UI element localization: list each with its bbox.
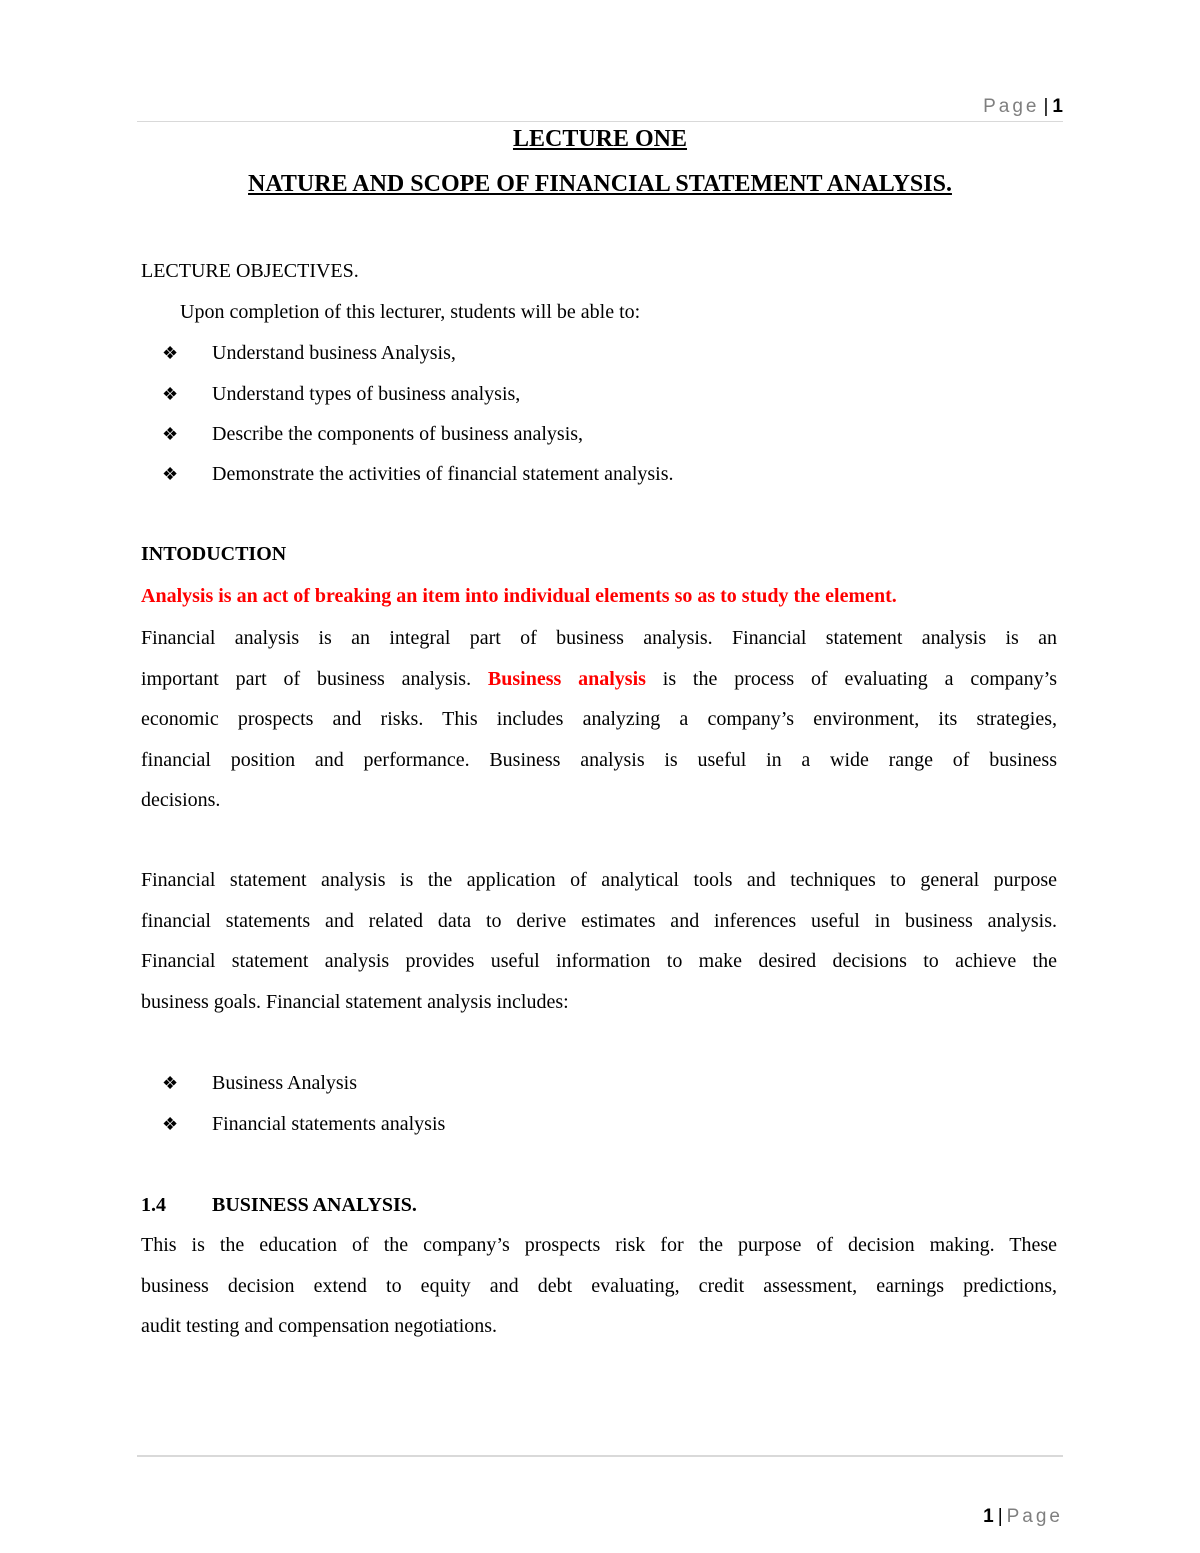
diamond-bullet-icon: ❖ — [162, 1114, 179, 1134]
header-number: 1 — [1052, 96, 1063, 117]
objective-item — [162, 342, 456, 365]
intro-paragraph-2 — [141, 860, 1057, 1022]
includes-item — [162, 1113, 445, 1136]
objectives-heading: LECTURE OBJECTIVES. — [141, 260, 359, 282]
header-page-word: Page — [983, 96, 1040, 117]
introduction-heading: INTODUCTION — [141, 543, 287, 565]
paragraph-line: Financial analysis is an integral part of business analysis. Financial statement analysis is an — [141, 627, 1057, 649]
paragraph-line: financial statements and related data to derive estimates and inferences useful in business analysis. — [141, 909, 1057, 932]
intro-paragraph-1 — [141, 618, 1057, 821]
diamond-bullet-icon: ❖ — [162, 1073, 179, 1093]
paragraph-line: This is the education of the company’s prospects risk for the purpose of decision making. These — [141, 1234, 1057, 1256]
paragraph-line: economic prospects and risks. This includes analyzing a company’s environment, its strategies, — [141, 708, 1057, 731]
business-analysis-paragraph — [141, 1225, 1057, 1347]
section-heading: BUSINESS ANALYSIS. — [212, 1194, 417, 1216]
includes-item — [162, 1072, 357, 1095]
footer-number: 1 — [983, 1506, 994, 1527]
diamond-bullet-icon: ❖ — [162, 343, 179, 363]
objective-text: Describe the components of business analysis, — [212, 423, 584, 445]
paragraph-line — [141, 659, 1057, 700]
section-number: 1.4 — [141, 1194, 166, 1216]
paragraph-line: business decision extend to equity and debt evaluating, credit assessment, earnings predictions, — [141, 1274, 1057, 1297]
line-text: is the process of evaluating a company’s — [645, 667, 1058, 690]
lecture-title: LECTURE ONE — [512, 126, 688, 152]
topic-title: NATURE AND SCOPE OF FINANCIAL STATEMENT ANALYSIS. — [248, 171, 952, 197]
paragraph-line: decisions. — [141, 789, 221, 812]
includes-text: Financial statements analysis — [212, 1113, 446, 1135]
includes-text: Business Analysis — [212, 1072, 358, 1094]
business-analysis-term: Business analysis — [487, 667, 646, 690]
objective-text: Demonstrate the activities of financial statement analysis. — [212, 463, 674, 485]
footer-page-number — [983, 1506, 1063, 1528]
footer-rule — [137, 1455, 1063, 1457]
objective-text: Understand business Analysis, — [212, 342, 456, 364]
header-separator: | — [1043, 96, 1049, 117]
paragraph-line: Financial statement analysis provides useful information to make desired decisions to achieve the — [141, 950, 1057, 973]
diamond-bullet-icon: ❖ — [162, 424, 179, 444]
paragraph-line: Financial statement analysis is the application of analytical tools and techniques to general purpose — [141, 869, 1057, 891]
diamond-bullet-icon: ❖ — [162, 464, 179, 484]
paragraph-line: business goals. Financial statement analysis includes: — [141, 990, 569, 1013]
objectives-intro: Upon completion of this lecturer, students will be able to: — [180, 301, 641, 323]
analysis-definition: Analysis is an act of breaking an item into individual elements so as to study the element. — [141, 585, 897, 607]
footer-separator: | — [997, 1506, 1003, 1527]
header-rule — [137, 121, 1063, 122]
objective-item — [162, 423, 583, 446]
paragraph-line: audit testing and compensation negotiations. — [141, 1315, 498, 1338]
diamond-bullet-icon: ❖ — [162, 384, 179, 404]
objective-item — [162, 383, 520, 406]
line-text: important part of business analysis. — [141, 667, 488, 690]
objective-item — [162, 463, 674, 486]
paragraph-line: financial position and performance. Business analysis is useful in a wide range of business — [141, 748, 1057, 771]
footer-page-word: Page — [1006, 1506, 1063, 1527]
objective-text: Understand types of business analysis, — [212, 383, 521, 405]
header-page-number — [983, 96, 1063, 118]
